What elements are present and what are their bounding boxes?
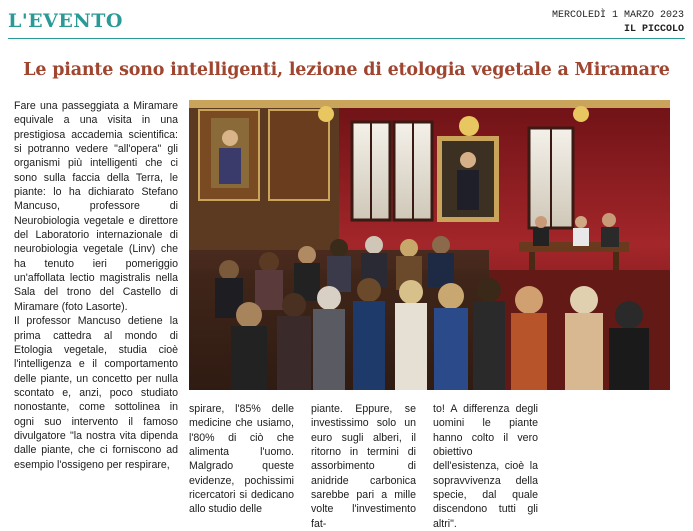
paragraph-1: Fare una passeggiata a Miramare equivale a una visita in una prestigiosa accademia scientifica: si potranno vedere "all'opera" gli organismi più intelligenti che ci sono sulla faccia della Terra, le piante: lo ha dichiarato Stefano Mancuso, professore di Neurobiologia vegetale e direttore del Laboratorio internazionale di neurobiologia vegetale (Linv) che ha tenuto ieri pomeriggio un'affollata lectio magistralis nella Sala del trono del Castello di Miramare (foto Lasorte). [14,100,178,313]
article-photo [189,100,670,390]
article-column-4: to! A differenza degli uomini le piante hanno colto il vero obiettivo dell'esistenza, cioè la sopravvivenza della specie, dal quale discendono tutti gli altri". [433,403,538,530]
article-headline: Le piante sono intelligenti, lezione di etologia vegetale a Miramare [23,60,670,80]
dateline [552,9,684,37]
header-rule [8,38,685,39]
article-bottom-columns [189,402,669,530]
newspaper-name: IL PICCOLO [623,24,684,35]
article-column-1 [14,99,178,472]
article-column-2: spirare, l'85% delle medicine che usiamo, l'80% di ciò che alimenta l'uomo. Malgrado queste evidenze, pochissimi ricercatori si dedicano allo studio delle [189,403,294,516]
lecture-hall-photo [189,100,670,390]
article-column-3: piante. Eppure, se investissimo solo un euro sugli alberi, il ritorno in termini di assorbimento di anidride carbonica sarebbe pari a mille volte l'investimento fat- [311,403,416,530]
section-tag: L'EVENTO [8,10,123,32]
issue-date: MERCOLEDÌ 1 MARZO 2023 [551,10,684,21]
paragraph-2: Il professor Mancuso detiene la prima cattedra al mondo di Etologia vegetale, studia cioè l'intelligenza e il comportamento delle piante, un concetto per nulla scontato e, anzi, poco studiato nonostante, come sottolinea in ogni suo intervento il famoso divulgatore "la nostra vita dipenda dalle piante, che ci forniscono ad esempio l'ossigeno per respirare, [14,315,178,471]
